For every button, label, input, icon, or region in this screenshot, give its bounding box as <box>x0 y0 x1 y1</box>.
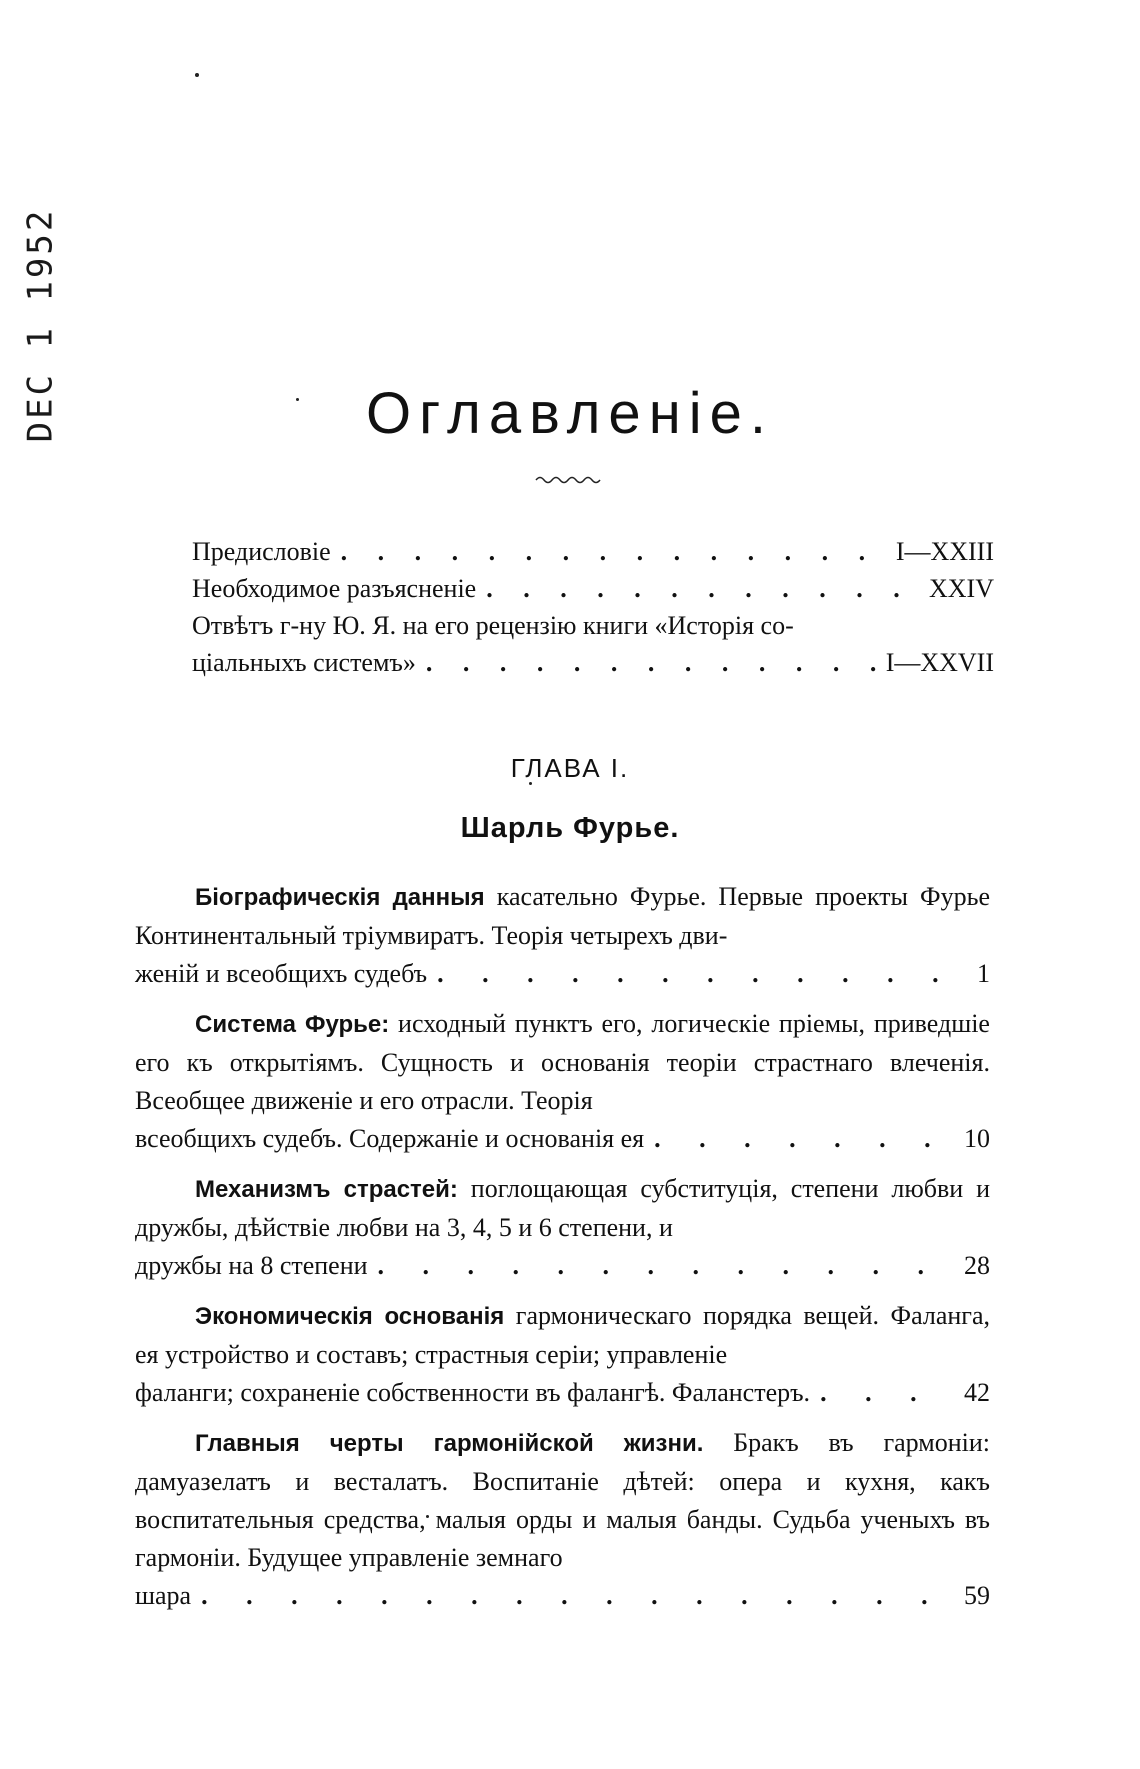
toc-section <box>135 1005 990 1158</box>
section-body: Бракъ въ гармоніи: дамуазелатъ и весталатъ. Воспитаніе дѣтей: опера и кухня, какъ воспитательныя средства, малыя орды и малыя банды. Судьба ученыхъ въ гармоніи. Будущее управленіе земнаго <box>135 1428 990 1572</box>
section-description <box>135 1005 990 1120</box>
section-last-text: женій и всеобщихъ судебъ <box>135 959 428 988</box>
section-body: касательно Фурье. Первые проекты Фурье Континентальный тріумвиратъ. Теорія четырехъ дви- <box>135 882 990 950</box>
section-last-line <box>135 1120 990 1158</box>
section-page-number: 1 <box>977 959 990 988</box>
toc-page-number: I—XXIII <box>895 537 994 566</box>
toc-section <box>135 1297 990 1412</box>
toc-section <box>135 1170 990 1285</box>
section-last-line <box>135 1247 990 1285</box>
leader-dots <box>368 1247 942 1285</box>
section-description <box>135 878 990 955</box>
leader-dots <box>331 533 888 570</box>
section-page-number: 28 <box>964 1251 990 1280</box>
wavy-ornament <box>534 474 602 486</box>
section-heading: Система Фурье: <box>195 1011 390 1038</box>
section-last-line <box>135 1374 990 1412</box>
section-page-number: 10 <box>964 1124 990 1153</box>
toc-entry-text: Отвѣтъ г-ну Ю. Я. на его рецензію книги «Исторія со- <box>192 611 794 640</box>
leader-dots <box>810 1374 942 1412</box>
leader-dots <box>476 570 921 607</box>
stamp-text: DEC 1 1952 <box>20 207 61 443</box>
section-heading: Біографическія данныя <box>195 884 485 911</box>
section-last-line <box>135 955 990 993</box>
chapter-number: ГЛАВА I. <box>510 753 630 783</box>
section-body: поглощающая субституція, степени любви и дружбы, дѣйствіе любви на 3, 4, 5 и 6 степени, и <box>135 1174 990 1242</box>
section-heading: Экономическія основанія <box>195 1303 505 1330</box>
leader-dots <box>427 955 942 993</box>
toc-page-number: XXIV <box>929 574 994 603</box>
toc-entry-text: Необходимое разъясненіе <box>192 574 477 603</box>
page-title: Оглавленіе. <box>366 381 774 446</box>
section-last-text: фаланги; сохраненіе собственности въ фалангѣ. Фаланстеръ. <box>135 1378 811 1407</box>
leader-dots <box>644 1120 942 1158</box>
leader-dots <box>191 1577 942 1615</box>
toc-page-number: I—XXVII <box>885 648 994 677</box>
chapter-title: Шарль Фурье. <box>460 812 680 844</box>
toc-entry-text: ціальныхъ системъ» <box>192 648 416 677</box>
toc-entry <box>192 533 994 570</box>
front-matter-list <box>192 533 994 681</box>
section-body: гармоническаго порядка вещей. Фаланга, ея устройство и составъ; страстныя серіи; управленіе <box>135 1301 990 1369</box>
section-heading: Механизмъ страстей: <box>195 1176 458 1203</box>
section-heading: Главныя черты гармонійской жизни. <box>195 1430 704 1457</box>
section-page-number: 59 <box>964 1581 990 1610</box>
leader-dots <box>416 644 878 681</box>
toc-entry <box>192 570 994 607</box>
section-last-line <box>135 1577 990 1615</box>
section-last-text: шара <box>135 1581 192 1610</box>
section-body: исходный пунктъ его, логическіе пріемы, приведшіе его къ открытіямъ. Сущность и основанія теоріи страстнаго влеченія. Всеобщее движеніе и его отрасли. Теорія <box>135 1009 990 1115</box>
section-page-number: 42 <box>964 1378 990 1407</box>
section-description <box>135 1297 990 1374</box>
toc-section <box>135 878 990 993</box>
toc-entry <box>192 644 994 681</box>
section-description <box>135 1170 990 1247</box>
speck-mark <box>195 73 199 77</box>
section-description <box>135 1424 990 1577</box>
section-last-text: дружбы на 8 степени <box>135 1251 368 1280</box>
toc-section <box>135 1424 990 1615</box>
section-last-text: всеобщихъ судебъ. Содержаніе и основанія ея <box>135 1124 645 1153</box>
chapter-sections <box>135 878 990 1627</box>
toc-entry-text: Предисловіе <box>192 537 331 566</box>
toc-entry-line <box>192 607 994 644</box>
